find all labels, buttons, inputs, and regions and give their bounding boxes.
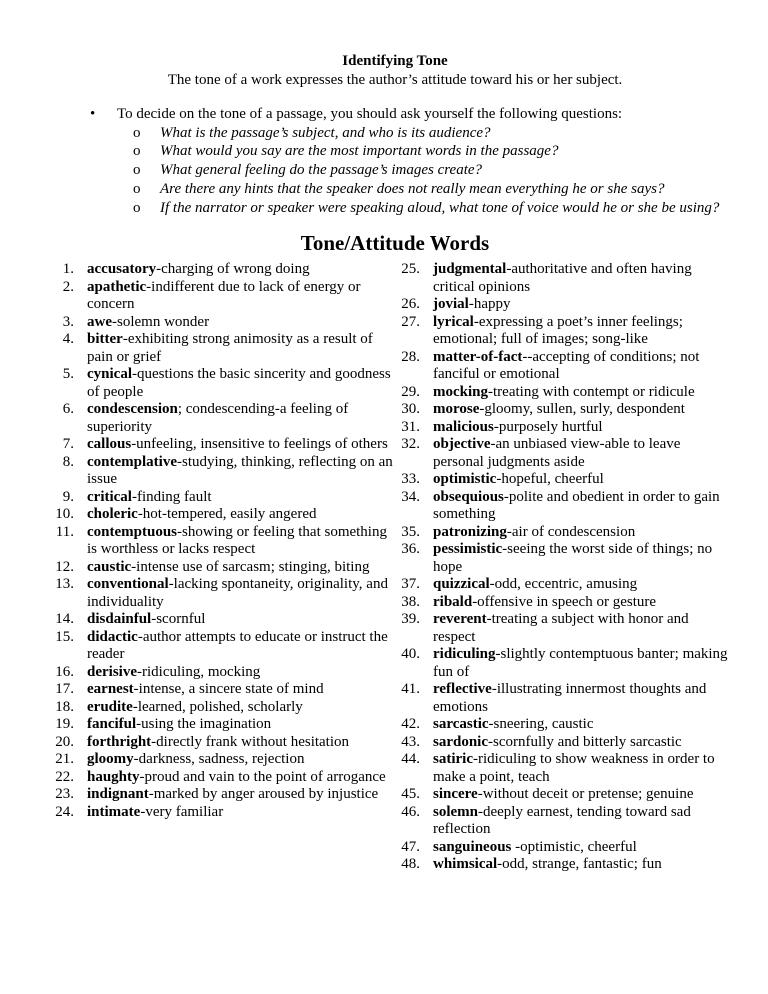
entry-text: [87, 524, 400, 559]
entry-text: [433, 594, 736, 612]
tone-word-entry: [400, 489, 736, 524]
entry-number: 43.: [401, 733, 420, 750]
tone-word-entry: [400, 804, 736, 839]
entry-number: 40.: [401, 646, 420, 663]
tone-definition: -marked by anger aroused by injustice: [148, 786, 379, 803]
tone-word-entry: [54, 699, 400, 717]
tone-word: matter-of-fact: [433, 348, 523, 365]
tone-word: contemptuous: [87, 523, 178, 540]
tone-word-entry: [54, 524, 400, 559]
tone-word-entry: [400, 296, 736, 314]
tone-definition: -finding fault: [131, 488, 212, 505]
entry-number: 8.: [62, 453, 74, 470]
tone-definition: -slightly contemptuous banter; making fun of: [433, 646, 728, 680]
tone-definition: -happy: [468, 296, 511, 313]
entry-number: 9.: [62, 488, 74, 505]
tone-word: mocking: [433, 383, 489, 400]
tone-definition: -purposely hurtful: [493, 418, 603, 435]
tone-definition: -questions the basic sincerity and goodness of people: [87, 366, 391, 400]
tone-word-entry: [400, 856, 736, 874]
entry-number: 22.: [55, 768, 74, 785]
tone-word-entry: [54, 436, 400, 454]
tone-word-entry: [400, 576, 736, 594]
tone-word: malicious: [433, 418, 494, 435]
tone-word: satiric: [433, 751, 473, 768]
entry-text: [87, 489, 400, 507]
entry-number: 37.: [401, 576, 420, 593]
tone-word-entry: [54, 331, 400, 366]
tone-word-entry: [54, 786, 400, 804]
entry-text: [433, 419, 736, 437]
tone-word: condescension: [87, 401, 178, 418]
tone-word: morose: [433, 401, 480, 418]
tone-word-entry: [400, 646, 736, 681]
tone-word: derisive: [87, 663, 137, 680]
entry-number: 27.: [401, 313, 420, 330]
tone-definition: -expressing a poet’s inner feelings; emotional; full of images; song-like: [433, 313, 683, 348]
tone-definition: --accepting of conditions; not fanciful or emotional: [433, 348, 700, 383]
tone-definition: -odd, eccentric, amusing: [489, 576, 638, 593]
tone-word: solemn: [433, 803, 478, 820]
tone-definition: -very familiar: [140, 803, 224, 820]
tone-words-list: [54, 261, 736, 874]
tone-question-item: [54, 199, 736, 218]
entry-number: 14.: [55, 611, 74, 628]
tone-definition: -scornful: [151, 611, 206, 628]
tone-definition: -darkness, sadness, rejection: [133, 751, 305, 768]
tone-definition: -without deceit or pretense; genuine: [477, 786, 694, 803]
tone-word: jovial: [433, 296, 469, 313]
entry-text: [433, 646, 736, 681]
tone-word: quizzical: [433, 576, 490, 593]
page-subtitle: The tone of a work expresses the author’s attitude toward his or her subject.: [167, 72, 623, 88]
entry-text: [433, 716, 736, 734]
entry-text: [433, 576, 736, 594]
tone-word-entry: [400, 471, 736, 489]
entry-number: 32.: [401, 436, 420, 453]
entry-number: 28.: [401, 348, 420, 365]
tone-word-entry: [54, 716, 400, 734]
entry-number: 10.: [55, 506, 74, 523]
tone-definition: -odd, strange, fantastic; fun: [497, 856, 662, 873]
tone-word-entry: [54, 769, 400, 787]
circle-marker: o: [133, 199, 141, 216]
tone-word: indignant: [87, 786, 149, 803]
entry-text: [87, 314, 400, 332]
tone-definition: -treating with contempt or ridicule: [488, 383, 695, 400]
entry-text: [433, 261, 736, 296]
entry-text: [433, 314, 736, 349]
tone-word: intimate: [87, 803, 141, 820]
tone-word-entry: [54, 506, 400, 524]
tone-word: accusatory: [87, 261, 157, 278]
tone-word-entry: [54, 489, 400, 507]
entry-text: [433, 786, 736, 804]
tone-word: disdainful: [87, 611, 152, 628]
tone-word-entry: [54, 559, 400, 577]
entry-number: 20.: [55, 733, 74, 750]
entry-number: 23.: [55, 786, 74, 803]
tone-word: gloomy: [87, 751, 134, 768]
bullet-marker: •: [90, 106, 96, 122]
tone-word-entry: [400, 681, 736, 716]
tone-word: contemplative: [87, 453, 177, 470]
tone-definition: -unfeeling, insensitive to feelings of others: [131, 436, 388, 453]
entry-number: 25.: [401, 261, 420, 278]
tone-word: sanguineous: [433, 838, 512, 855]
tone-word-entry: [400, 541, 736, 576]
tone-word-entry: [54, 454, 400, 489]
tone-word-entry: [54, 734, 400, 752]
entry-number: 2.: [62, 278, 74, 295]
entry-text: [87, 401, 400, 436]
tone-word: caustic: [87, 558, 132, 575]
tone-definition: -gloomy, sullen, surly, despondent: [479, 401, 685, 418]
entry-text: [433, 611, 736, 646]
circle-marker: o: [133, 143, 141, 160]
entry-text: [87, 436, 400, 454]
tone-question: What is the passage’s subject, and who is its audience?: [160, 124, 491, 141]
entry-text: [87, 331, 400, 366]
tone-word: choleric: [87, 506, 138, 523]
tone-word-entry: [400, 384, 736, 402]
tone-definition: -learned, polished, scholarly: [132, 698, 303, 715]
tone-question: What would you say are the most important words in the passage?: [160, 143, 559, 160]
entry-number: 1.: [62, 261, 74, 278]
tone-definition: -using the imagination: [136, 716, 272, 733]
entry-number: 36.: [401, 541, 420, 558]
tone-word: erudite: [87, 698, 133, 715]
tone-word-entry: [54, 611, 400, 629]
entry-text: [433, 524, 736, 542]
tone-word-entry: [400, 401, 736, 419]
tone-word: ribald: [433, 593, 473, 610]
tone-definition: -charging of wrong doing: [156, 261, 310, 278]
tone-word: haughty: [87, 768, 140, 785]
tone-definition: -sneering, caustic: [488, 716, 594, 733]
entry-text: [433, 471, 736, 489]
entry-text: [433, 349, 736, 384]
tone-definition: -showing or feeling that something is worthless or lacks respect: [87, 523, 387, 558]
tone-word-entry: [400, 751, 736, 786]
tone-definition: -directly frank without hesitation: [151, 733, 350, 750]
entry-text: [433, 856, 736, 874]
intro-section: [54, 105, 736, 217]
tone-word: didactic: [87, 628, 138, 645]
tone-word-entry: [54, 804, 400, 822]
tone-word: obsequious: [433, 488, 504, 505]
tone-definition: -author attempts to educate or instruct the reader: [87, 628, 388, 663]
entry-number: 16.: [55, 663, 74, 680]
tone-definition: -ridiculing, mocking: [137, 663, 261, 680]
entry-text: [87, 576, 400, 611]
tone-definition: -hopeful, cheerful: [496, 471, 604, 488]
entry-text: [87, 454, 400, 489]
tone-word: pessimistic: [433, 541, 503, 558]
tone-definition: -intense, a sincere state of mind: [133, 681, 324, 698]
entry-number: 48.: [401, 856, 420, 873]
tone-word: reflective: [433, 681, 492, 698]
tone-word: sarcastic: [433, 716, 489, 733]
tone-definition: -ridiculing to show weakness in order to make a point, teach: [433, 751, 715, 785]
tone-word: conventional: [87, 576, 169, 593]
tone-word-entry: [54, 664, 400, 682]
entry-text: [433, 384, 736, 402]
tone-definition: -exhibiting strong animosity as a result of pain or grief: [87, 331, 373, 365]
tone-question-item: [54, 142, 736, 161]
tone-word-entry: [400, 611, 736, 646]
tone-word: sardonic: [433, 733, 489, 750]
entry-text: [87, 629, 400, 664]
entry-text: [433, 681, 736, 716]
entry-number: 6.: [62, 401, 74, 418]
tone-word: patronizing: [433, 523, 507, 540]
entry-number: 42.: [401, 716, 420, 733]
entry-number: 46.: [401, 803, 420, 820]
entry-number: 30.: [401, 401, 420, 418]
tone-word-entry: [400, 524, 736, 542]
tone-word-entry: [54, 401, 400, 436]
tone-word: lyrical: [433, 313, 474, 330]
entry-number: 38.: [401, 593, 420, 610]
tone-word: critical: [87, 488, 132, 505]
entry-text: [87, 366, 400, 401]
entry-text: [433, 734, 736, 752]
tone-word-entry: [54, 366, 400, 401]
circle-marker: o: [133, 180, 141, 197]
tone-definition: -scornfully and bitterly sarcastic: [488, 733, 682, 750]
tone-word: judgmental: [433, 261, 507, 278]
entry-text: [87, 611, 400, 629]
tone-word-entry: [400, 594, 736, 612]
tone-word-entry: [400, 716, 736, 734]
entry-text: [87, 506, 400, 524]
entry-number: 39.: [401, 611, 420, 628]
tone-word-entry: [54, 576, 400, 611]
entry-text: [433, 436, 736, 471]
tone-word: bitter: [87, 331, 123, 348]
entry-number: 44.: [401, 751, 420, 768]
tone-word: earnest: [87, 681, 134, 698]
tone-definition: -solemn wonder: [112, 313, 210, 330]
entry-text: [87, 664, 400, 682]
entry-text: [433, 489, 736, 524]
tone-definition: -intense use of sarcasm; stinging, biting: [131, 558, 370, 575]
tone-question: Are there any hints that the speaker does not really mean everything he or she says?: [160, 180, 665, 197]
tone-word: apathetic: [87, 278, 147, 295]
entry-text: [433, 839, 736, 857]
tone-definition: -hot-tempered, easily angered: [137, 506, 317, 523]
entry-number: 41.: [401, 681, 420, 698]
tone-word-entry: [54, 751, 400, 769]
entry-text: [87, 786, 400, 804]
entry-number: 45.: [401, 786, 420, 803]
tone-definition: -an unbiased view-able to leave personal judgments aside: [433, 436, 681, 470]
tone-definition: -authoritative and often having critical opinions: [433, 261, 692, 295]
tone-word: whimsical: [433, 856, 498, 873]
tone-definition: -offensive in speech or gesture: [472, 593, 657, 610]
tone-word-entry: [400, 314, 736, 349]
tone-word: callous: [87, 436, 132, 453]
entry-number: 19.: [55, 716, 74, 733]
tone-word-entry: [400, 261, 736, 296]
entry-text: [433, 751, 736, 786]
tone-words-column-left: [54, 261, 400, 874]
entry-text: [433, 541, 736, 576]
entry-text: [433, 804, 736, 839]
tone-definition: ; condescending-a feeling of superiority: [87, 401, 349, 435]
tone-word-entry: [54, 681, 400, 699]
intro-text: To decide on the tone of a passage, you should ask yourself the following questions:: [117, 106, 623, 122]
tone-definition: -polite and obedient in order to gain something: [433, 488, 720, 523]
page-title: Identifying Tone: [342, 53, 448, 69]
entry-number: 35.: [401, 523, 420, 540]
tone-question: If the narrator or speaker were speaking aloud, what tone of voice would he or she be using?: [160, 199, 720, 216]
entry-text: [87, 681, 400, 699]
circle-marker: o: [133, 162, 141, 179]
tone-words-column-right: [400, 261, 736, 874]
tone-definition: -optimistic, cheerful: [511, 838, 637, 855]
entry-text: [87, 734, 400, 752]
tone-word: objective: [433, 436, 491, 453]
entry-number: 34.: [401, 488, 420, 505]
entry-number: 31.: [401, 418, 420, 435]
tone-word-entry: [400, 839, 736, 857]
tone-word: sincere: [433, 786, 478, 803]
entry-text: [87, 804, 400, 822]
entry-number: 17.: [55, 681, 74, 698]
entry-number: 4.: [62, 331, 74, 348]
entry-number: 7.: [62, 436, 74, 453]
tone-word: reverent: [433, 611, 487, 628]
entry-number: 47.: [401, 838, 420, 855]
tone-word-entry: [400, 436, 736, 471]
tone-word-entry: [400, 419, 736, 437]
entry-number: 13.: [55, 576, 74, 593]
entry-number: 3.: [62, 313, 74, 330]
tone-question-item: [54, 161, 736, 180]
tone-word: cynical: [87, 366, 132, 383]
entry-text: [87, 769, 400, 787]
tone-definition: -air of condescension: [506, 523, 636, 540]
entry-text: [433, 401, 736, 419]
tone-word: awe: [87, 313, 112, 330]
tone-word-entry: [400, 349, 736, 384]
tone-question-item: [54, 180, 736, 199]
entry-text: [87, 716, 400, 734]
tone-definition: -deeply earnest, tending toward sad reflection: [433, 803, 691, 838]
tone-definition: -proud and vain to the point of arrogance: [139, 768, 386, 785]
entry-number: 24.: [55, 803, 74, 820]
tone-word-entry: [54, 261, 400, 279]
entry-text: [87, 699, 400, 717]
tone-question-item: [54, 124, 736, 143]
entry-text: [87, 261, 400, 279]
tone-definition: -studying, thinking, reflecting on an issue: [87, 453, 393, 488]
entry-number: 21.: [55, 751, 74, 768]
tone-word-entry: [400, 786, 736, 804]
tone-definition: -treating a subject with honor and respect: [433, 611, 689, 645]
entry-number: 29.: [401, 383, 420, 400]
tone-question: What general feeling do the passage’s images create?: [160, 162, 483, 179]
entry-text: [87, 559, 400, 577]
entry-number: 26.: [401, 296, 420, 313]
entry-number: 15.: [55, 628, 74, 645]
list-heading: Tone/Attitude Words: [300, 231, 490, 256]
tone-word: forthright: [87, 733, 152, 750]
entry-number: 5.: [62, 366, 74, 383]
entry-number: 12.: [55, 558, 74, 575]
tone-word-entry: [400, 734, 736, 752]
tone-word: optimistic: [433, 471, 497, 488]
entry-number: 33.: [401, 471, 420, 488]
entry-number: 11.: [55, 523, 74, 540]
tone-definition: -illustrating innermost thoughts and emotions: [433, 681, 707, 715]
tone-definition: -indifferent due to lack of energy or concern: [87, 278, 361, 313]
entry-text: [433, 296, 736, 314]
tone-word: fanciful: [87, 716, 137, 733]
tone-definition: -lacking spontaneity, originality, and individuality: [87, 576, 388, 610]
tone-word: ridiculing: [433, 646, 496, 663]
circle-marker: o: [133, 124, 141, 141]
entry-number: 18.: [55, 698, 74, 715]
tone-word-entry: [54, 629, 400, 664]
intro-bullet-item: [54, 105, 736, 124]
entry-text: [87, 751, 400, 769]
tone-word-entry: [54, 279, 400, 314]
tone-definition: -seeing the worst side of things; no hope: [433, 541, 713, 575]
entry-text: [87, 279, 400, 314]
tone-word-entry: [54, 314, 400, 332]
